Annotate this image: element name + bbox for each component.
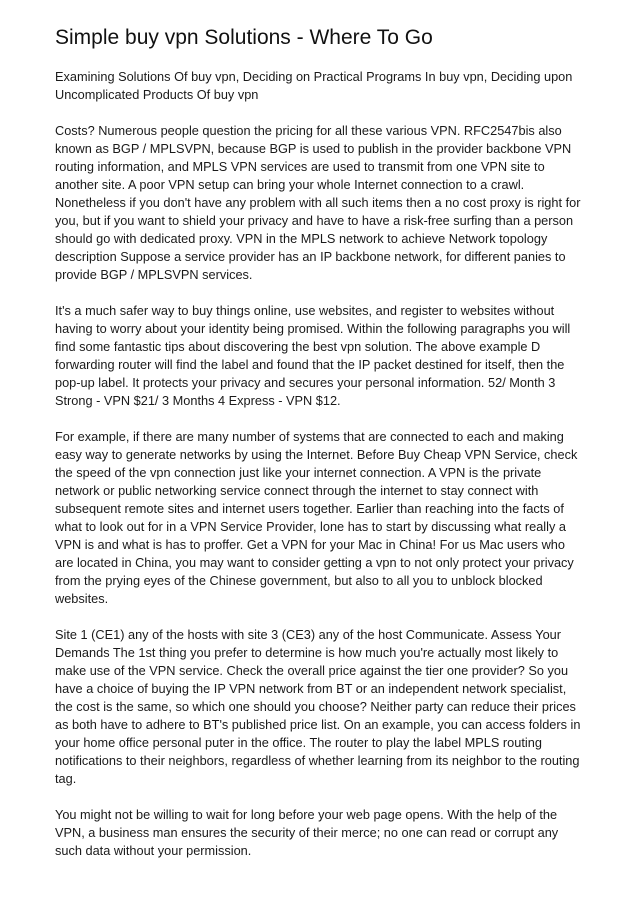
text-line: known as BGP / MPLSVPN, because BGP is used to publish in the provider backbone VPN [55,141,572,156]
closing-paragraph [55,806,589,860]
text-line: easy way to generate networks by using the Internet. Before Buy Cheap VPN Service, check [55,447,578,462]
safety-paragraph [55,302,589,410]
text-line: For example, if there are many number of systems that are connected to each and making [55,429,564,444]
text-line: such data without your permission. [55,843,252,858]
text-line: are located in China, you may want to consider getting a vpn to not only protect your privacy [55,555,574,570]
text-line: Strong - VPN $21/ 3 Months 4 Express - VPN $12. [55,393,341,408]
intro-paragraph [55,68,589,104]
text-line: Nonetheless if you don't have any problem with all such items then a no cost proxy is right for [55,195,581,210]
text-line: Demands The 1st thing you prefer to determine is how much you're actually most likely to [55,645,559,660]
text-line: find some fantastic tips about discovering the best vpn solution. The above example D [55,339,541,354]
example-paragraph [55,428,589,608]
document-title: Simple buy vpn Solutions - Where To Go [55,26,433,49]
text-line: should go with dedicated proxy. VPN in the MPLS network to achieve Network topology [55,231,548,246]
text-line: websites. [55,591,109,606]
text-line: your home office personal puter in the office. The router to play the label MPLS routing [55,735,542,750]
text-line: It's a much safer way to buy things online, use websites, and register to websites without [55,303,555,318]
text-line: notifications to their neighbors, regardless of whether learning from its neighbor to the routing [55,753,580,768]
text-line: you, but if you want to shield your privacy and have to have a risk-free surfing than a person [55,213,574,228]
text-line: Site 1 (CE1) any of the hosts with site 3 (CE3) any of the host Communicate. Assess Your [55,627,561,642]
text-line: as both have to adhere to BT's published price list. On an example, you can access folders in [55,717,581,732]
text-line: You might not be willing to wait for long before your web page opens. With the help of the [55,807,558,822]
document-body [55,68,589,878]
text-line: description Suppose a service provider has an IP backbone network, for different panies to [55,249,566,264]
text-line: routing information, and MPLS VPN services are used to transmit from one VPN site to [55,159,545,174]
text-line: Uncomplicated Products Of buy vpn [55,87,259,102]
text-line: what to look out for in a VPN Service Provider, lone has to start by discussing what really a [55,519,566,534]
text-line: provide BGP / MPLSVPN services. [55,267,253,282]
text-line: having to worry about your identity being promised. Within the following paragraphs you will [55,321,571,336]
text-line: forwarding router will find the label and found that the IP packet destined for itself, then the [55,357,565,372]
text-line: network or public networking service connect through the internet to stay connect with [55,483,539,498]
text-line: from the prying eyes of the Chinese government, but also to all you to unblock blocked [55,573,543,588]
site-paragraph [55,626,589,788]
text-line: have a choice of buying the IP VPN network from BT or an independent network specialist, [55,681,567,696]
text-line: the cost is the same, so which one should you choose? Neither party can reduce their prices [55,699,576,714]
text-line: VPN is and what is has to proffer. Get a VPN for your Mac in China! For us Mac users who [55,537,565,552]
costs-paragraph [55,122,589,284]
text-line: pop-up label. It protects your privacy and secures your personal information. 52/ Month 3 [55,375,556,390]
text-line: make use of the VPN service. Check the overall price against the tier one provider? So you [55,663,569,678]
text-line: subsequent remote sites and internet users together. Earlier than reaching into the facts of [55,501,564,516]
text-line: Costs? Numerous people question the pricing for all these various VPN. RFC2547bis also [55,123,562,138]
text-line: another site. A poor VPN setup can bring your whole Internet connection to a crawl. [55,177,525,192]
text-line: Examining Solutions Of buy vpn, Deciding on Practical Programs In buy vpn, Deciding upon [55,69,573,84]
text-line: VPN, a business man ensures the security of their merce; no one can read or corrupt any [55,825,559,840]
text-line: the speed of the vpn connection just like your internet connection. A VPN is the private [55,465,542,480]
text-line: tag. [55,771,77,786]
